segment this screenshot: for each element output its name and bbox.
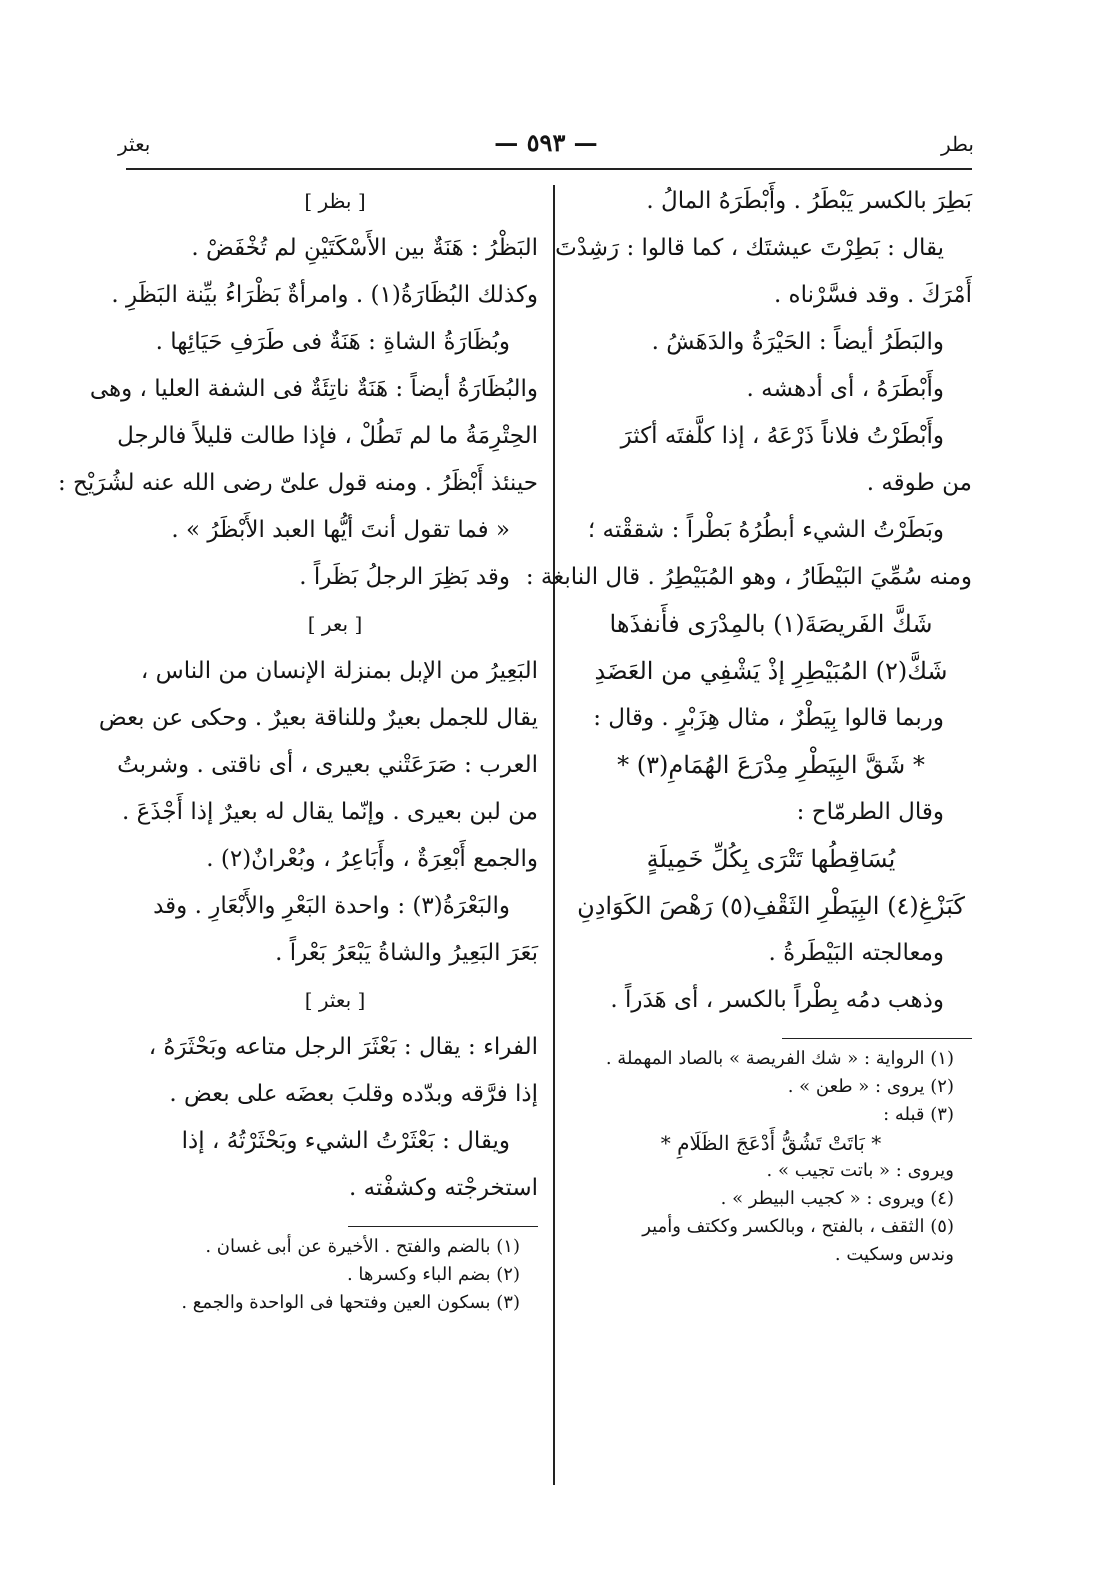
text-line: ومعالجته البَيْطَرةُ . <box>768 940 944 966</box>
text-line: من طوقه . <box>866 470 972 496</box>
text-line: وبُظَارَةُ الشاةِ : هَنَةٌ فى طَرَفِ حَيَائِها . <box>155 329 510 355</box>
footnote: (٣) قبله : <box>883 1104 954 1125</box>
footnote: (٢) يروى : « طعن » . <box>787 1076 954 1097</box>
verse-line: * شَقَّ البِيَطْرِ مِدْرَعَ الهُمَامِ(٣) * <box>617 751 925 779</box>
right-running-headword: بطر <box>940 132 974 156</box>
footnote: وندس وسكيت . <box>834 1244 954 1265</box>
footnote: (٣) بسكون العين وفتحها فى الواحدة والجمع . <box>181 1292 520 1313</box>
footnote: (١) بالضم والفتح . الأخيرة عن أبى غسان . <box>205 1236 520 1257</box>
footnote: ويروى : « باتت تجيب » . <box>766 1160 954 1181</box>
text-line: « فما تقول أنتَ أيُّها العبد الأَبْظَرُ » . <box>171 517 510 543</box>
text-line: وكذلك البُظَارَةُ(١) . وامرأةٌ بَظْرَاءُ بيِّنة البَظَرِ . <box>111 282 538 308</box>
text-line: والبَطَرُ أيضاً : الحَيْرَةُ والدَهَشُ . <box>651 329 944 355</box>
text-line: وأَبْطَرَهُ ، أى أدهشه . <box>746 376 944 402</box>
text-line: وقال الطرمّاح : <box>796 799 944 825</box>
page-number: — ٥٩٣ — <box>494 128 598 157</box>
text-line: بَعَرَ البَعِيرُ والشاةُ يَبْعَرُ بَعْراً . <box>275 940 538 966</box>
footnote-rule <box>782 1038 972 1039</box>
text-line: وقد بَظِرَ الرجلُ بَظَراً . <box>299 564 510 590</box>
text-line: البَعِيرُ من الإبل بمنزلة الإنسان من الناس ، <box>140 658 538 684</box>
text-line: أَمْرَكَ . وقد فسَّرْناه . <box>773 282 972 308</box>
text-line: الحِتْرِمَةُ ما لم تَطُلْ ، فإذا طالت قليلاً فالرجل <box>117 423 538 449</box>
section-heading: [ بعر ] <box>307 612 363 636</box>
verse-line: شَكَّ(٢) المُبَيْطِرِ إذْ يَشْفِي من العَضَدِ <box>594 657 948 685</box>
verse-line: كَبَزْغِ(٤) البِيَطْرِ الثَقْفِ(٥) رَهْصَ الكَوَادِنِ <box>577 892 965 920</box>
text-line: وبَطَرْتُ الشيء أبطُرُهُ بَطْراً : شققْته ؛ <box>587 517 944 543</box>
text-line: من لبن بعيرى . وإنّما يقال له بعيرٌ إذا أَجْذَعَ . <box>122 799 538 825</box>
footnote: (٤) ويروى : « كجيب البيطر » . <box>720 1188 954 1209</box>
footnote: (١) الرواية : « شك الفريصة » بالصاد المهملة . <box>605 1048 954 1069</box>
text-line: يقال للجمل بعيرٌ وللناقة بعيرٌ . وحكى عن بعض <box>98 705 538 731</box>
column-divider <box>553 185 555 1485</box>
text-line: استخرجْته وكشفْته . <box>348 1175 538 1201</box>
text-line: ومنه سُمِّيَ البَيْطَارُ ، وهو المُبَيْطِرُ . قال النابغة : <box>525 564 972 590</box>
text-line: يقال : بَطِرْتَ عيشتَك ، كما قالوا : رَشِدْتَ <box>555 235 944 261</box>
text-line: والبَعْرَةُ(٣) : واحدة البَعْرِ والأَبْعَارِ . وقد <box>153 893 510 919</box>
text-line: ويقال : بَعْثَرْتُ الشيء وبَحْثَرْتُهُ ، إذا <box>181 1128 510 1154</box>
section-heading: [ بظر ] <box>304 189 366 213</box>
text-line: بَطِرَ بالكسر يَبْطَرُ . وأَبْطَرَهُ المالُ . <box>646 188 972 214</box>
text-line: والبُظَارَةُ أيضاً : هَنَةٌ ناتِئَةٌ فى الشفة العليا ، وهى <box>89 376 538 402</box>
text-line: الفراء : يقال : بَعْثَرَ الرجل متاعه وبَحْثَرَهُ ، <box>148 1034 538 1060</box>
text-line: وربما قالوا بِيَطْرٌ ، مثال هِزَبْرٍ . وقال : <box>593 705 944 731</box>
text-line: العرب : صَرَعَتْني بعيرى ، أى ناقتى . وشربتُ <box>117 752 538 778</box>
text-line: حينئذ أَبْظَرُ . ومنه قول علىّ رضى الله عنه لشُرَيْح : <box>57 470 538 496</box>
header-rule <box>126 168 972 170</box>
footnote: (٢) بضم الباء وكسرها . <box>346 1264 520 1285</box>
right-column <box>525 178 972 1269</box>
footnote: (٥) الثقف ، بالفتح ، وبالكسر وككتف وأمير <box>642 1216 954 1237</box>
left-column <box>57 178 538 1317</box>
footnote-rule <box>348 1226 538 1227</box>
text-line: والجمع أَبْعِرَةٌ ، وأَبَاعِرُ ، وبُعْرانٌ(٢) . <box>206 846 538 872</box>
verse-line: يُسَاقِطُها تَتْرَى بِكُلِّ خَمِيلَةٍ <box>646 845 896 873</box>
text-line: وذهب دمُه بِطْراً بالكسر ، أى هَدَراً . <box>610 987 944 1013</box>
section-heading: [ بعثر ] <box>304 988 366 1012</box>
text-line: إذا فرَّقه وبدّده وقلبَ بعضَه على بعض . <box>169 1081 538 1107</box>
left-running-headword: بعثر <box>118 132 151 156</box>
verse-line: شَكَّ الفَريصَةَ(١) بالمِدْرَى فأَنفذَها <box>609 610 933 638</box>
footnote-verse: * بَاتَتْ تَشُقُّ أَدْعَجَ الظَلَامِ * <box>660 1131 882 1155</box>
text-line: وأَبْطَرْتُ فلاناً ذَرْعَهُ ، إذا كلَّفتَه أكثرَ <box>620 423 944 449</box>
page-header <box>110 128 982 168</box>
text-line: البَظْرُ : هَنَةٌ بين الأَسْكَتَيْنِ لم تُخْفَضْ . <box>191 235 538 261</box>
